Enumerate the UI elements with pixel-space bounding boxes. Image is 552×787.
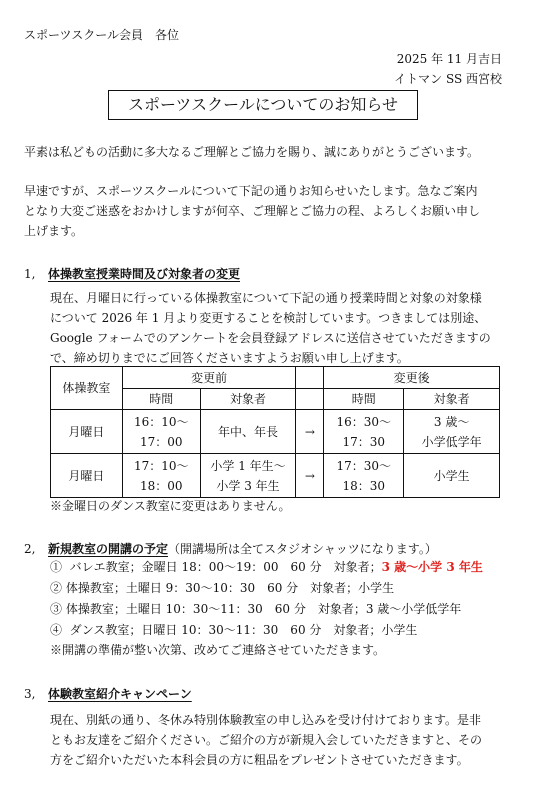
item-text: 体操教室；土曜日 10：30～11：30 60 分 対象者；3 歳～小学低学年 [65,602,462,616]
section3-heading [24,685,192,702]
issue-date: 2025 年 11 月吉日 [396,52,502,66]
addressee: スポーツスクール会員 各位 [24,28,180,42]
body-line: 現在、月曜日に行っている体操教室について下記の通り授業時間と対象の対象様 [50,291,482,305]
cell-line: 18：30 [342,478,386,493]
cell-line: 年中、年長 [218,424,279,439]
cell-line: 小学生 [433,468,470,483]
item-number: ④ [50,623,63,637]
cell-before-target [200,454,296,498]
schedule-change-table [50,366,500,498]
body-line: について 2026 年 1 月より変更することを検討しています。つきましては別途、 [50,311,487,325]
header-before-time: 時間 [122,389,200,410]
section1-heading [24,265,240,282]
table-row [51,454,500,498]
cell-line: 17：10～ [133,458,189,473]
section-subtitle: （開講場所は全てスタジオシャッツになります。） [168,542,437,556]
header-spacer [296,367,324,389]
cell-after-target [404,454,500,498]
cell-line: 16：10～ [133,414,189,429]
section1-note: ※金曜日のダンス教室に変更はありません。 [50,499,291,513]
list-item [50,620,417,640]
arrow-icon: → [296,454,324,498]
header-after-time: 時間 [324,389,404,410]
body-line: Google フォームでのアンケートを会員登録アドレスに送信させていただきますの [50,331,491,345]
notice-paragraph [24,181,520,241]
header-before: 変更前 [122,367,296,389]
notice-line: 上げます。 [24,224,84,238]
greeting-paragraph: 平素は私どもの活動に多大なるご理解とご協力を賜り、誠にありがとうございます。 [24,145,480,159]
item-number: ③ [50,602,63,616]
section2-note: ※開講の準備が整い次第、改めてご連絡させていただきます。 [50,643,386,657]
item-number: ② [50,581,63,595]
cell-day: 月曜日 [51,410,123,454]
highlight-text: 3 歳～小学 3 年生 [381,560,483,574]
item-text: ダンス教室；日曜日 10：30～11：30 60 分 対象者；小学生 [69,623,418,637]
document-title: スポーツスクールについてのお知らせ [108,90,418,120]
cell-day: 月曜日 [51,454,123,498]
header-spacer [296,389,324,410]
list-item [50,557,483,577]
notice-line: 早速ですが、スポーツスクールについて下記の通りお知らせいたします。急なご案内 [24,184,478,198]
cell-line: 17：30～ [336,458,392,473]
cell-before-time [122,410,200,454]
body-line: で、締め切りまでにご回答くださいますようお願い申し上げます。 [50,351,409,365]
list-item [50,599,461,619]
section-number: 3, [24,687,36,701]
table-row [51,410,500,454]
body-line: 現在、別紙の通り、冬休み特別体験教室の申し込みを受け付けております。是非 [50,713,482,727]
cell-before-target [200,410,296,454]
cell-line: 17：00 [139,434,183,449]
body-line: ともお友達をご紹介ください。ご紹介の方が新規入会していただきますと、その [50,733,483,747]
cell-line: 小学 3 年生 [216,478,280,493]
cell-after-target [404,410,500,454]
cell-line: 18：00 [139,478,183,493]
organization-name: イトマン SS 西宮校 [394,72,502,86]
cell-line: 小学低学年 [421,434,482,449]
item-number: ① [50,560,63,574]
header-after: 変更後 [324,367,500,389]
section1-body [50,288,526,368]
header-class: 体操教室 [51,367,123,410]
table-header-row [51,367,500,389]
header-before-target: 対象者 [200,389,296,410]
arrow-icon: → [296,410,324,454]
section-title: 体験教室紹介キャンペーン [48,687,192,701]
section-title: 新規教室の開講の予定 [48,542,169,556]
item-text: バレエ教室；金曜日 18：00～19：00 60 分 対象者； [69,560,382,574]
list-item [50,578,394,598]
cell-line: 17：30 [342,434,386,449]
section-number: 1, [24,267,36,281]
body-line: 方をご紹介いただいた本科会員の方に粗品をプレゼントさせていただきます。 [50,753,469,767]
notice-line: となり大変ご迷惑をおかけしますが何卒、ご理解とご協力の程、よろしくお願い申し [24,204,481,218]
cell-line: 小学 1 年生～ [210,458,286,473]
item-text: 体操教室；土曜日 9：30～10：30 60 分 対象者；小学生 [65,581,395,595]
section-number: 2, [24,542,36,556]
cell-before-time [122,454,200,498]
section3-body [50,710,526,770]
header-after-target: 対象者 [404,389,500,410]
section-title: 体操教室授業時間及び対象者の変更 [48,267,241,281]
cell-after-time [324,454,404,498]
section2-heading [24,540,437,557]
cell-line: 3 歳～ [433,414,470,429]
cell-line: 16：30～ [336,414,392,429]
cell-after-time [324,410,404,454]
